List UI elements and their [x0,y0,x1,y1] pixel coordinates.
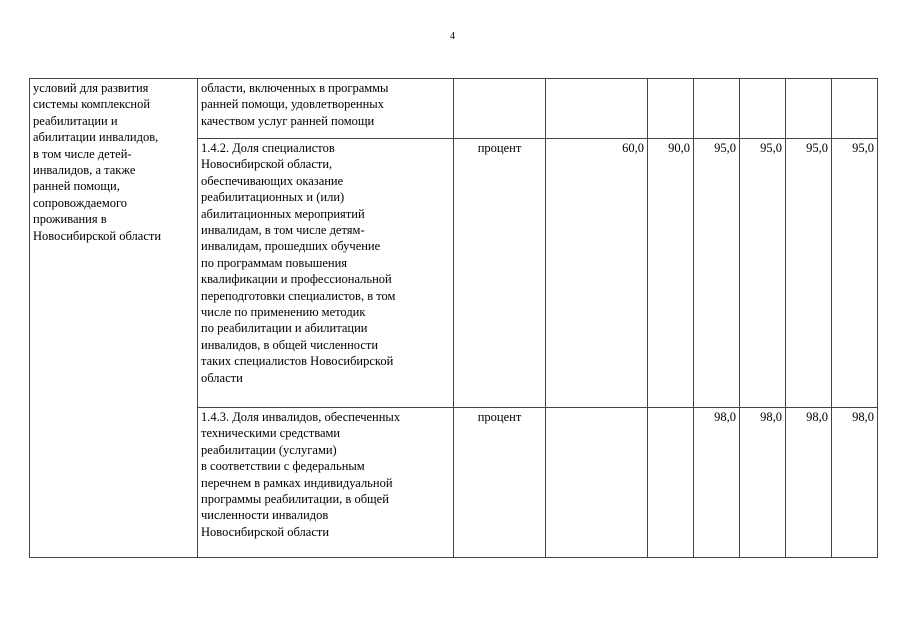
goal-cell: условий для развития системы комплексной реабилитации и абилитации инвалидов, в том числе детей- инвалидов, а также ранней помощи, сопровождаемого проживания в Новосибирской области [30,79,198,558]
value-cell: 95,0 [786,139,832,408]
value-cell: 90,0 [648,139,694,408]
table-row [30,79,878,139]
value-cell: 98,0 [832,408,878,558]
indicator-cell: области, включенных в программы ранней помощи, удовлетворенных качеством услуг ранней помощи [198,79,454,139]
value-cell [648,408,694,558]
value-cell [740,79,786,139]
value-cell: 95,0 [832,139,878,408]
unit-cell: процент [454,139,546,408]
value-cell [786,79,832,139]
indicator-cell: 1.4.3. Доля инвалидов, обеспеченных техническими средствами реабилитации (услугами) в соответствии с федеральным перечнем в рамках индивидуальной программы реабилитации, в общей численности инвалидов Новосибирской области [198,408,454,558]
value-cell: 95,0 [694,139,740,408]
unit-cell [454,79,546,139]
indicator-cell: 1.4.2. Доля специалистов Новосибирской области, обеспечивающих оказание реабилитационных и (или) абилитационных мероприятий инвалидам, в том числе детям- инвалидам, прошедших обучение по программам повышения квалификации и профессиональной переподготовки специалистов, в том числе по применению методик по реабилитации и абилитации инвалидов, в общей численности таких специалистов Новосибирской области [198,139,454,408]
value-cell: 60,0 [546,139,648,408]
value-cell: 95,0 [740,139,786,408]
unit-cell: процент [454,408,546,558]
value-cell [694,79,740,139]
value-cell: 98,0 [740,408,786,558]
value-cell [546,408,648,558]
value-cell [832,79,878,139]
value-cell [648,79,694,139]
indicators-table [29,78,878,558]
page-number: 4 [450,31,455,42]
value-cell: 98,0 [694,408,740,558]
value-cell [546,79,648,139]
value-cell: 98,0 [786,408,832,558]
